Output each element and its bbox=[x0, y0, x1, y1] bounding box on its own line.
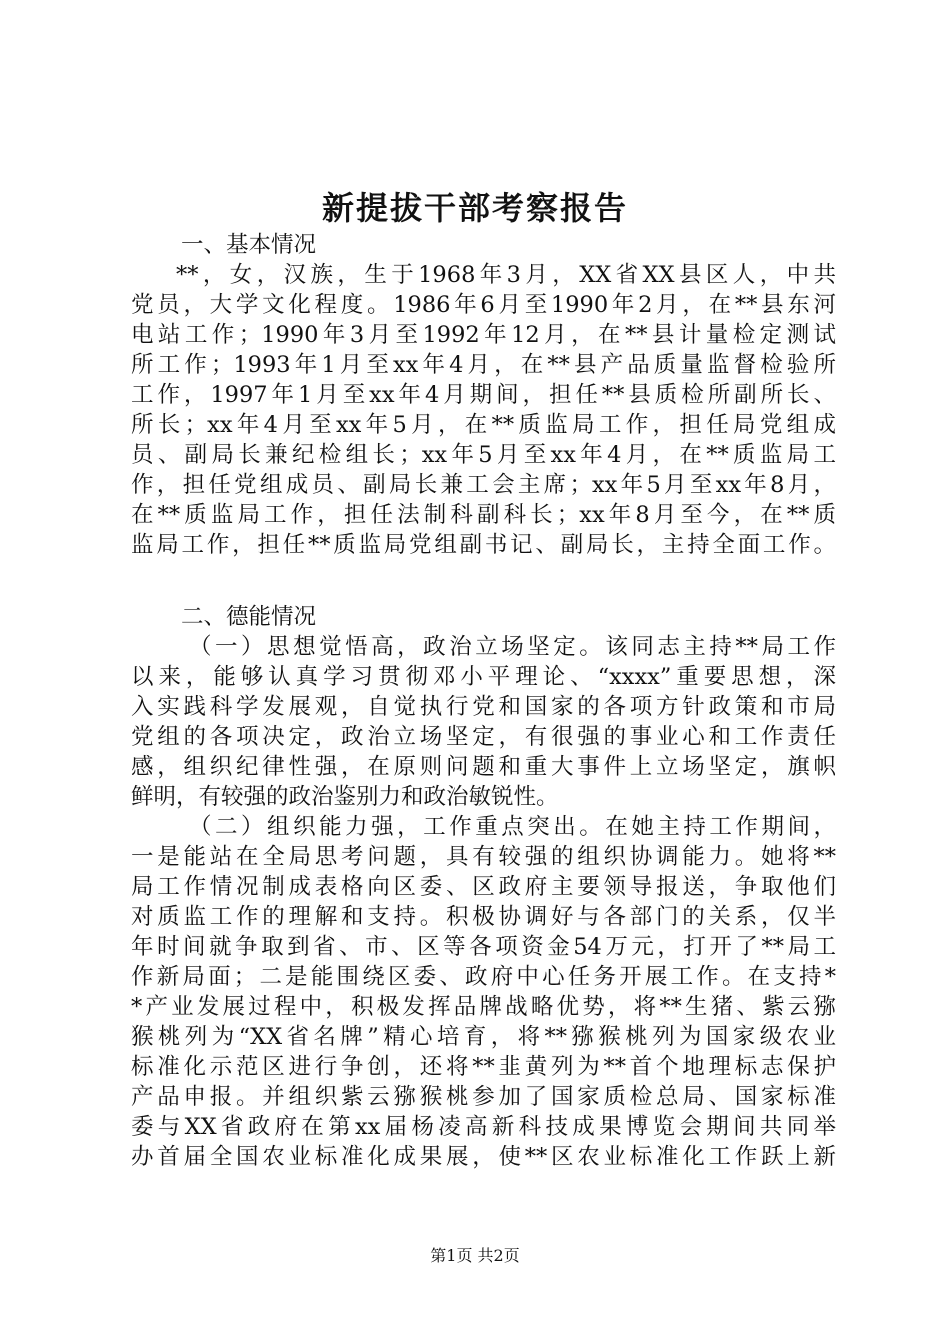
paragraph-line: 员、副局长兼纪检组长；xx年5月至xx年4月，在**质监局工 bbox=[131, 442, 836, 468]
paragraph-line: 感，组织纪律性强，在原则问题和重大事件上立场坚定，旗帜 bbox=[131, 754, 836, 780]
paragraph-line: （一）思想觉悟高，政治立场坚定。该同志主持**局工作 bbox=[189, 634, 836, 660]
paragraph-line: 标准化示范区进行争创，还将**韭黄列为**首个地理标志保护 bbox=[131, 1054, 836, 1080]
paragraph-line: **，女，汉族，生于1968年3月，XX省XX县区人，中共 bbox=[176, 262, 836, 288]
paragraph-line: 党员，大学文化程度。1986年6月至1990年2月，在**县东河 bbox=[131, 292, 836, 318]
paragraph-line: 作新局面；二是能围绕区委、政府中心任务开展工作。在支持* bbox=[131, 964, 836, 990]
paragraph-line: 在**质监局工作，担任法制科副科长；xx年8月至今，在**质 bbox=[131, 502, 836, 528]
section-heading: 一、基本情况 bbox=[181, 232, 317, 258]
section-basic-info bbox=[131, 230, 836, 560]
section-virtue-ability bbox=[131, 602, 836, 1172]
paragraph-line: 鲜明，有较强的政治鉴别力和政治敏锐性。 bbox=[131, 784, 559, 810]
page-footer: 第1页 共2页 bbox=[430, 1246, 520, 1265]
paragraph-line: 以来，能够认真学习贯彻邓小平理论、“xxxx”重要思想，深 bbox=[131, 664, 836, 690]
paragraph-line: 党组的各项决定，政治立场坚定，有很强的事业心和工作责任 bbox=[131, 724, 836, 750]
paragraph-line: 所工作；1993年1月至xx年4月，在**县产品质量监督检验所 bbox=[131, 352, 836, 378]
paragraph-line: *产业发展过程中，积极发挥品牌战略优势，将**生猪、紫云猕 bbox=[131, 994, 836, 1020]
paragraph-line: 年时间就争取到省、市、区等各项资金54万元，打开了**局工 bbox=[131, 934, 836, 960]
paragraph-line: 工作，1997年1月至xx年4月期间，担任**县质检所副所长、 bbox=[131, 382, 836, 408]
paragraph-line: 作，担任党组成员、副局长兼工会主席；xx年5月至xx年8月， bbox=[131, 472, 836, 498]
paragraph-line: 猴桃列为“XX省名牌”精心培育，将**猕猴桃列为国家级农业 bbox=[131, 1024, 836, 1050]
paragraph-line: 对质监工作的理解和支持。积极协调好与各部门的关系，仅半 bbox=[131, 904, 836, 930]
paragraph-line: 所长；xx年4月至xx年5月，在**质监局工作，担任局党组成 bbox=[131, 412, 836, 438]
paragraph-line: 局工作情况制成表格向区委、区政府主要领导报送，争取他们 bbox=[131, 874, 836, 900]
paragraph-line: 电站工作；1990年3月至1992年12月，在**县计量检定测试 bbox=[131, 322, 836, 348]
paragraph-line: 一是能站在全局思考问题，具有较强的组织协调能力。她将** bbox=[131, 844, 836, 870]
paragraph-line: 产品申报。并组织紫云猕猴桃参加了国家质检总局、国家标准 bbox=[131, 1084, 836, 1110]
paragraph-line: 委与XX省政府在第xx届杨凌高新科技成果博览会期间共同举 bbox=[131, 1114, 836, 1140]
page-title: 新提拔干部考察报告 bbox=[321, 189, 628, 227]
paragraph-line: 办首届全国农业标准化成果展，使**区农业标准化工作跃上新 bbox=[131, 1144, 836, 1170]
paragraph-line: 入实践科学发展观，自觉执行党和国家的各项方针政策和市局 bbox=[131, 694, 836, 720]
paragraph-line: 监局工作，担任**质监局党组副书记、副局长，主持全面工作。 bbox=[131, 532, 836, 558]
section-heading: 二、德能情况 bbox=[181, 604, 317, 630]
paragraph-line: （二）组织能力强，工作重点突出。在她主持工作期间， bbox=[189, 814, 836, 840]
